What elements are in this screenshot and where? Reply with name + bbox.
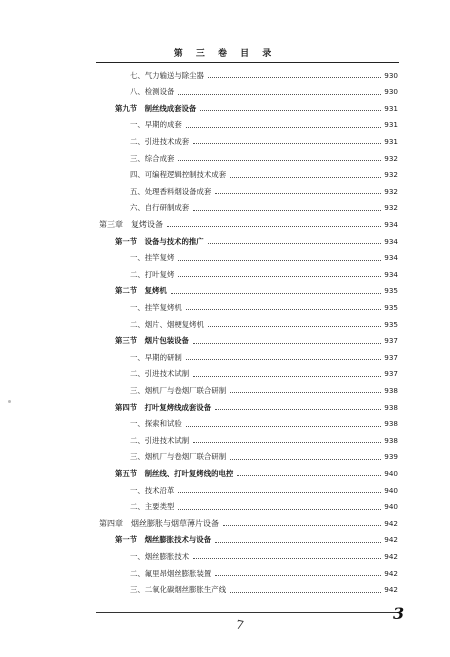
toc-item-row (130, 583, 398, 597)
toc-page-number: 942 (384, 551, 398, 561)
dot-leader (186, 126, 382, 128)
toc-page-number: 939 (384, 452, 398, 462)
dot-leader (215, 574, 381, 576)
dot-leader (171, 292, 382, 294)
toc-page-number: 932 (384, 170, 398, 180)
toc-item-row (130, 350, 398, 364)
toc-entry-title: 三、二氧化碳烟丝膨胀生产线 (130, 585, 227, 595)
dot-leader (193, 375, 381, 377)
toc-chapter-row (99, 217, 398, 231)
toc-item-row (130, 251, 398, 265)
handwritten-mark: 7 (234, 617, 246, 633)
toc-item-row (130, 566, 398, 580)
toc-page-number: 934 (384, 219, 398, 229)
toc-item-row (130, 134, 398, 148)
toc-item-row (130, 85, 398, 99)
toc-section-row (115, 533, 398, 547)
toc-entry-title: 二、烟片、烟梗复烤机 (130, 319, 204, 329)
toc-entry-title: 七、气力输送与除尘器 (130, 70, 204, 80)
toc-section-row (115, 400, 398, 414)
toc-entry-title: 三、综合成套 (130, 153, 175, 163)
toc-page-number: 930 (384, 87, 398, 97)
scan-speck (8, 400, 11, 403)
toc-entry-title: 第一节 设备与技术的推广 (115, 236, 204, 246)
dot-leader (237, 474, 381, 476)
toc-entry-title: 二、引进技术试制 (130, 435, 190, 445)
toc-page-number: 942 (384, 535, 398, 545)
toc-entry-title: 八、检测设备 (130, 87, 175, 97)
toc-item-row (130, 549, 398, 563)
toc-entry-title: 第五节 制丝线、打叶复烤线的电控 (115, 468, 234, 478)
toc-entry-title: 二、打叶复烤 (130, 269, 175, 279)
toc-entry-title: 第四节 打叶复烤线成套设备 (115, 402, 212, 412)
dot-leader (230, 391, 381, 393)
toc-item-row (130, 383, 398, 397)
toc-section-row (115, 334, 398, 348)
toc-page-number: 938 (384, 435, 398, 445)
toc-page-number: 938 (384, 402, 398, 412)
header-rule (96, 62, 399, 63)
running-header: 第 三 卷 目 录 (173, 49, 277, 59)
dot-leader (200, 109, 381, 111)
toc-chapter-row (99, 516, 398, 530)
toc-entry-title: 五、处理香料烟设备成套 (130, 186, 212, 196)
dot-leader (208, 242, 382, 244)
toc-page-number: 940 (384, 502, 398, 512)
toc-section-row (115, 101, 398, 115)
page-number: 3 (393, 604, 405, 623)
toc-item-row (130, 118, 398, 132)
toc-page-number: 935 (384, 302, 398, 312)
toc-page-number: 937 (384, 369, 398, 379)
footer-rule (96, 612, 398, 613)
dot-leader (193, 441, 381, 443)
toc-item-row (130, 201, 398, 215)
toc-page-number: 937 (384, 352, 398, 362)
toc-item-row (130, 500, 398, 514)
toc-entry-title: 二、主要类型 (130, 502, 175, 512)
toc-item-row (130, 184, 398, 198)
toc-page-number: 934 (384, 269, 398, 279)
toc-item-row (130, 267, 398, 281)
dot-leader (230, 458, 381, 460)
dot-leader (215, 192, 381, 194)
toc-page-number: 932 (384, 153, 398, 163)
toc-item-row (130, 168, 398, 182)
toc-page-number: 940 (384, 468, 398, 478)
toc-page-number: 935 (384, 286, 398, 296)
dot-leader (186, 308, 382, 310)
toc-section-row (115, 284, 398, 298)
toc-item-row (130, 317, 398, 331)
toc-entry-title: 三、烟机厂与卷烟厂联合研制 (130, 452, 227, 462)
dot-leader (193, 342, 381, 344)
dot-leader (167, 225, 381, 227)
toc-page-number: 938 (384, 385, 398, 395)
toc-entry-title: 一、技术沿革 (130, 485, 175, 495)
toc-page-number: 934 (384, 253, 398, 263)
toc-entry-title: 二、引进技术成套 (130, 136, 190, 146)
toc-page-number: 931 (384, 120, 398, 130)
dot-leader (178, 159, 381, 161)
toc-entry-title: 一、探索和试验 (130, 419, 182, 429)
toc-page-number: 934 (384, 236, 398, 246)
dot-leader (186, 425, 382, 427)
toc-entry-title: 一、烟丝膨胀技术 (130, 551, 190, 561)
toc-section-row (115, 466, 398, 480)
toc-item-row (130, 417, 398, 431)
dot-leader (215, 408, 381, 410)
dot-leader (193, 142, 381, 144)
toc-section-row (115, 234, 398, 248)
toc-page-number: 942 (384, 568, 398, 578)
toc-item-row (130, 300, 398, 314)
toc-page-number: 937 (384, 336, 398, 346)
dot-leader (178, 259, 381, 261)
toc-page-number: 931 (384, 136, 398, 146)
toc-entry-title: 第二节 复烤机 (115, 286, 167, 296)
dot-leader (178, 508, 381, 510)
toc-entry-title: 三、烟机厂与卷烟厂联合研制 (130, 385, 227, 395)
toc-entry-title: 第四章 烟丝膨胀与烟草薄片设备 (99, 518, 219, 528)
toc-page-number: 935 (384, 319, 398, 329)
dot-leader (230, 176, 381, 178)
dot-leader (178, 491, 381, 493)
dot-leader (186, 358, 382, 360)
dot-leader (208, 76, 381, 78)
dot-leader (193, 209, 381, 211)
dot-leader (193, 557, 381, 559)
toc-item-row (130, 151, 398, 165)
toc-page-number: 930 (384, 70, 398, 80)
toc-entry-title: 一、挂竿复烤 (130, 253, 175, 263)
toc-item-row (130, 68, 398, 82)
toc-entry-title: 六、自行研制成套 (130, 203, 190, 213)
toc-item-row (130, 433, 398, 447)
toc-entry-title: 二、氟里昂烟丝膨胀装置 (130, 568, 212, 578)
toc-entry-title: 一、挂竿复烤机 (130, 302, 182, 312)
toc-page-number: 940 (384, 485, 398, 495)
dot-leader (208, 325, 381, 327)
toc-page-number: 942 (384, 518, 398, 528)
toc-page-number: 942 (384, 585, 398, 595)
toc-entry-title: 第三章 复烤设备 (99, 219, 163, 229)
toc-entry-title: 第三节 烟片包装设备 (115, 336, 189, 346)
toc-entry-title: 第一节 烟丝膨胀技术与设备 (115, 535, 212, 545)
toc-page-number: 931 (384, 103, 398, 113)
toc-entry-title: 二、引进技术试制 (130, 369, 190, 379)
toc-item-row (130, 367, 398, 381)
toc-entry-title: 一、早期的研制 (130, 352, 182, 362)
toc-item-row (130, 450, 398, 464)
dot-leader (223, 524, 381, 526)
dot-leader (230, 591, 381, 593)
dot-leader (178, 275, 381, 277)
toc-entry-title: 一、早期的成套 (130, 120, 182, 130)
toc-page-number: 938 (384, 419, 398, 429)
toc-item-row (130, 483, 398, 497)
toc-page-number: 932 (384, 186, 398, 196)
toc-entry-title: 第九节 制丝线成套设备 (115, 103, 197, 113)
dot-leader (178, 93, 381, 95)
dot-leader (215, 541, 381, 543)
toc-page-number: 932 (384, 203, 398, 213)
toc-entry-title: 四、可编程逻辑控制技术成套 (130, 170, 227, 180)
